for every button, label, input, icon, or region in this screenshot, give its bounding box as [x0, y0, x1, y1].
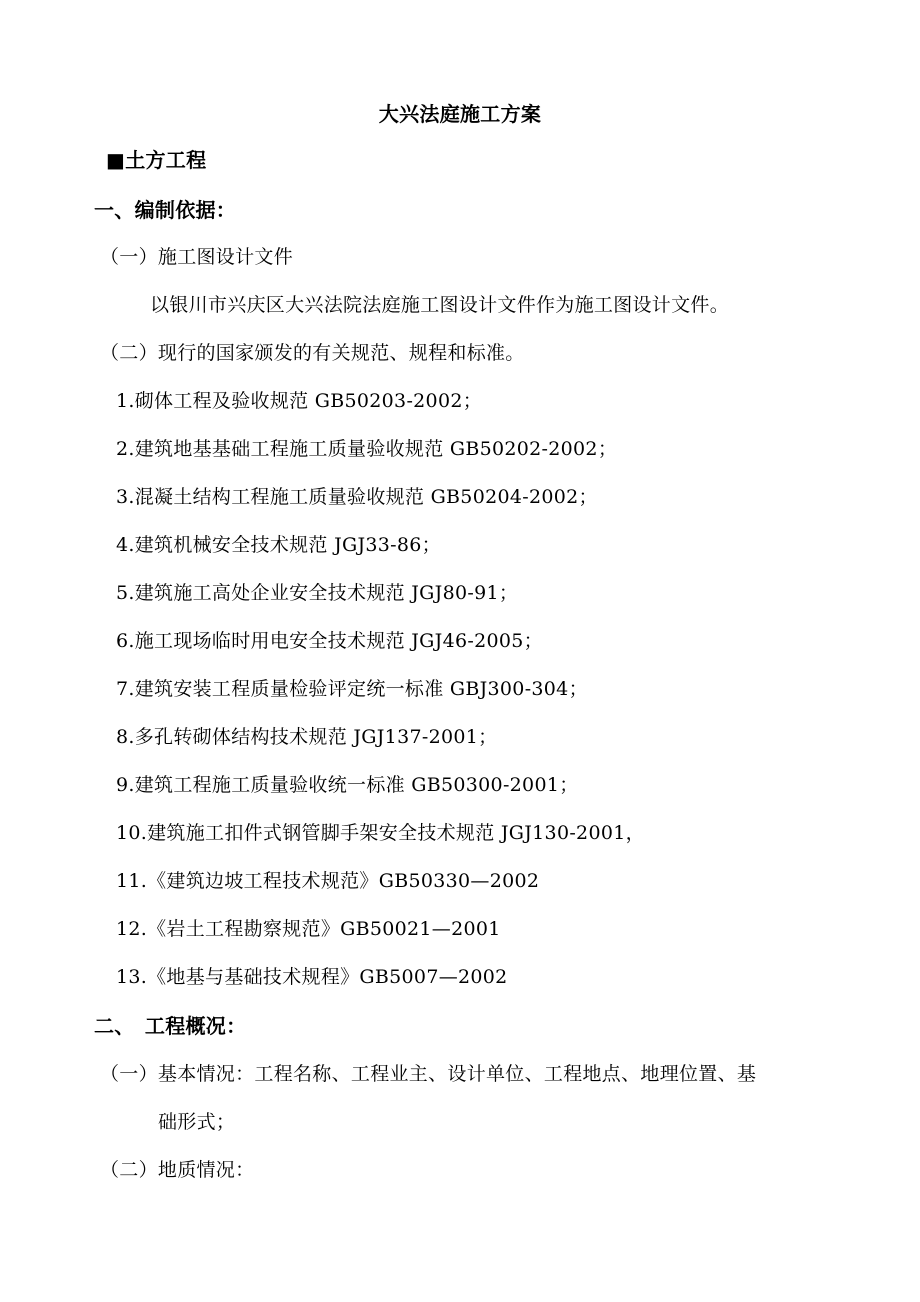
subheading-national-standards: （二）现行的国家颁发的有关规范、规程和标准。	[100, 342, 525, 364]
standard-item: 2.建筑地基基础工程施工质量验收规范 GB50202-2002；	[116, 438, 618, 460]
standard-item: 10.建筑施工扣件式钢管脚手架安全技术规范 JGJ130-2001，	[116, 822, 645, 844]
paragraph-basic-info-line1: （一）基本情况：工程名称、工程业主、设计单位、工程地点、地理位置、基	[100, 1063, 757, 1085]
standard-item: 6.施工现场临时用电安全技术规范 JGJ46-2005；	[116, 630, 543, 652]
section-marker: ■土方工程	[106, 148, 207, 172]
standard-item: 9.建筑工程施工质量验收统一标准 GB50300-2001；	[116, 774, 579, 796]
subheading-design-documents: （一）施工图设计文件	[100, 246, 294, 268]
standard-item: 12.《岩土工程勘察规范》GB50021—2001	[116, 918, 501, 940]
standard-item: 3.混凝土结构工程施工质量验收规范 GB50204-2002；	[116, 486, 598, 508]
standard-item: 13.《地基与基础技术规程》GB5007—2002	[116, 966, 508, 988]
standard-item: 11.《建筑边坡工程技术规范》GB50330—2002	[116, 870, 540, 892]
standard-item: 5.建筑施工高处企业安全技术规范 JGJ80-91；	[116, 582, 519, 604]
heading-project-overview: 二、 工程概况：	[94, 1014, 247, 1038]
paragraph-design-documents: 以银川市兴庆区大兴法院法庭施工图设计文件作为施工图设计文件。	[150, 294, 730, 316]
subheading-geology: （二）地质情况：	[100, 1159, 255, 1181]
standard-item: 4.建筑机械安全技术规范 JGJ33-86；	[116, 534, 441, 556]
heading-compilation-basis: 一、编制依据：	[94, 198, 237, 222]
standard-item: 8.多孔转砌体结构技术规范 JGJ137-2001；	[116, 726, 498, 748]
standard-item: 7.建筑安装工程质量检验评定统一标准 GBJ300-304；	[116, 678, 588, 700]
paragraph-basic-info-line2: 础形式；	[158, 1111, 236, 1133]
document-title: 大兴法庭施工方案	[378, 102, 542, 126]
standard-item: 1.砌体工程及验收规范 GB50203-2002；	[116, 390, 483, 412]
